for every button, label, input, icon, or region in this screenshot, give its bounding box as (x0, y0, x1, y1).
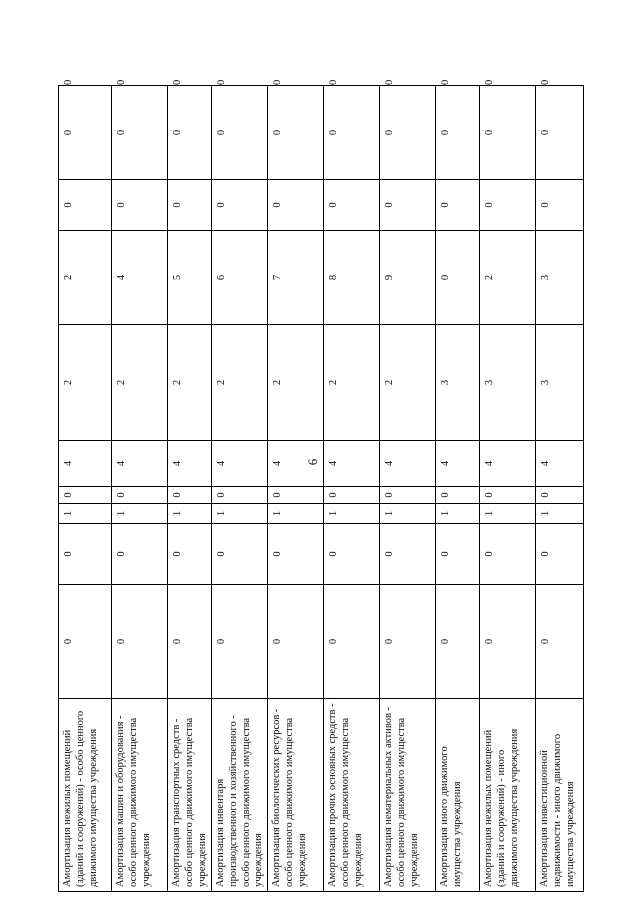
code-cell-2: 0 (112, 524, 168, 585)
code-cell-8: 0 (112, 180, 168, 231)
code-cell-4: 0 (59, 487, 112, 504)
code-cell-9: 0 (268, 86, 324, 180)
rotated-table-container (58, 79, 583, 892)
code-cell-7: 2 (480, 231, 536, 325)
code-cell-5: 4 (268, 441, 324, 487)
code-cell-7: 5 (168, 231, 212, 325)
code-cell-8: 0 (168, 180, 212, 231)
code-cell-5: 4 (380, 441, 436, 487)
code-cell-8: 0 (380, 180, 436, 231)
code-cell-6: 2 (59, 325, 112, 441)
code-cell-7: 4 (112, 231, 168, 325)
code-cell-6: 2 (112, 325, 168, 441)
code-cell-7: 8 (324, 231, 380, 325)
table-row: Амортизация иного движимого имущества учреждения 0 0 1 0 4 3 0 0 0 0 (436, 86, 480, 892)
code-cell-9: 0 (212, 86, 268, 180)
code-cell-6: 3 (480, 325, 536, 441)
code-cell-2: 0 (536, 524, 584, 585)
code-cell-2: 0 (268, 524, 324, 585)
code-cell-9: 0 (168, 86, 212, 180)
code-cell-4: 0 (324, 487, 380, 504)
code-cell-7: 9 (380, 231, 436, 325)
account-name-cell: Амортизация инвентаря производственного и хозяйственного - особо ценного движимого имущества учреждения (212, 699, 268, 892)
account-name-cell: Амортизация машин и оборудования - особо ценного движимого имущества учреждения (112, 699, 168, 892)
account-name-cell: Амортизация нематериальных активов - особо ценного движимого имущества учреждения (380, 699, 436, 892)
table-row: Амортизация биологических ресурсов - особо ценного движимого имущества учреждения 0 0 1 0 4 2 7 0 0 0 (268, 86, 324, 892)
code-cell-7: 2 (59, 231, 112, 325)
code-cell-3: 1 (59, 504, 112, 524)
code-cell-2: 0 (59, 524, 112, 585)
code-cell-3: 1 (168, 504, 212, 524)
code-cell-7: 0 (436, 231, 480, 325)
code-cell-7: 3 (536, 231, 584, 325)
code-cell-6: 2 (212, 325, 268, 441)
code-cell-2: 0 (212, 524, 268, 585)
table-row: Амортизация нежилых помещений (зданий и сооружений) - особо ценного движимого имущества учреждения 0 0 1 0 4 2 2 0 0 0 (59, 86, 112, 892)
code-cell-3: 1 (212, 504, 268, 524)
code-cell-2: 0 (168, 524, 212, 585)
code-cell-1: 0 (268, 585, 324, 699)
code-cell-8: 0 (480, 180, 536, 231)
code-cell-4: 0 (268, 487, 324, 504)
code-cell-9: 0 (380, 86, 436, 180)
code-cell-9: 0 (59, 86, 112, 180)
code-cell-6: 3 (436, 325, 480, 441)
code-cell-6: 2 (380, 325, 436, 441)
table-row: Амортизация машин и оборудования - особо ценного движимого имущества учреждения 0 0 1 0 4 2 4 0 0 0 (112, 86, 168, 892)
table-row: Амортизация нежилых помещений (зданий и сооружений) - иного движимого имущества учреждения 0 0 1 0 4 3 2 0 0 0 (480, 86, 536, 892)
account-name-cell: Амортизация прочих основных средств - особо ценного движимого имущества учреждения (324, 699, 380, 892)
code-cell-1: 0 (168, 585, 212, 699)
code-cell-4: 0 (536, 487, 584, 504)
code-cell-4: 0 (480, 487, 536, 504)
code-cell-4: 0 (380, 487, 436, 504)
code-cell-8: 0 (436, 180, 480, 231)
code-cell-8: 0 (59, 180, 112, 231)
page-number: 6 (305, 458, 320, 466)
code-cell-5: 4 (112, 441, 168, 487)
code-cell-5: 4 (480, 441, 536, 487)
code-cell-9: 0 (112, 86, 168, 180)
code-cell-1: 0 (480, 585, 536, 699)
code-cell-1: 0 (536, 585, 584, 699)
code-cell-9: 0 (324, 86, 380, 180)
table-body (59, 79, 584, 892)
account-name-cell: Амортизация иного движимого имущества учреждения (436, 699, 480, 892)
code-cell-5: 4 (324, 441, 380, 487)
table-row: Амортизация транспортных средств - особо ценного движимого имущества учреждения 0 0 1 0 4 2 5 0 0 0 (168, 86, 212, 892)
code-cell-8: 0 (536, 180, 584, 231)
account-name-cell: Амортизация нежилых помещений (зданий и сооружений) - особо ценного движимого имущества учреждения (59, 699, 112, 892)
table-row: Амортизация прочих основных средств - особо ценного движимого имущества учреждения 0 0 1 0 4 2 8 0 0 0 (324, 86, 380, 892)
code-cell-1: 0 (324, 585, 380, 699)
account-name-cell: Амортизация инвестиционной недвижимости - иного движимого имущества учреждения (536, 699, 584, 892)
account-name-cell: Амортизация биологических ресурсов - особо ценного движимого имущества учреждения (268, 699, 324, 892)
code-cell-3: 1 (268, 504, 324, 524)
account-name-cell: Амортизация нежилых помещений (зданий и сооружений) - иного движимого имущества учреждения (480, 699, 536, 892)
code-cell-6: 2 (168, 325, 212, 441)
code-cell-1: 0 (380, 585, 436, 699)
code-cell-1: 0 (436, 585, 480, 699)
account-name-cell: Амортизация транспортных средств - особо ценного движимого имущества учреждения (168, 699, 212, 892)
code-cell-8: 0 (268, 180, 324, 231)
code-cell-6: 2 (324, 325, 380, 441)
code-cell-8: 0 (212, 180, 268, 231)
code-cell-1: 0 (212, 585, 268, 699)
code-cell-7: 6 (212, 231, 268, 325)
code-cell-5: 4 (536, 441, 584, 487)
code-cell-3: 1 (112, 504, 168, 524)
code-cell-2: 0 (324, 524, 380, 585)
code-cell-9: 0 (436, 86, 480, 180)
code-cell-4: 0 (436, 487, 480, 504)
code-cell-9: 0 (480, 86, 536, 180)
code-cell-6: 3 (536, 325, 584, 441)
code-cell-3: 1 (480, 504, 536, 524)
table-row: Амортизация инвентаря производственного и хозяйственного - особо ценного движимого имущества учреждения 0 0 1 0 4 2 6 0 0 0 (212, 86, 268, 892)
code-cell-4: 0 (112, 487, 168, 504)
code-cell-9: 0 (536, 86, 584, 180)
code-cell-1: 0 (59, 585, 112, 699)
code-cell-5: 4 (212, 441, 268, 487)
code-cell-3: 1 (536, 504, 584, 524)
table-row: Амортизация нематериальных активов - особо ценного движимого имущества учреждения 0 0 1 0 4 2 9 0 0 0 (380, 86, 436, 892)
code-cell-7: 7 (268, 231, 324, 325)
code-cell-5: 4 (59, 441, 112, 487)
code-cell-4: 0 (212, 487, 268, 504)
code-cell-3: 1 (324, 504, 380, 524)
amortization-table (58, 79, 584, 892)
code-cell-6: 2 (268, 325, 324, 441)
code-cell-2: 0 (380, 524, 436, 585)
code-cell-2: 0 (480, 524, 536, 585)
code-cell-2: 0 (436, 524, 480, 585)
code-cell-8: 0 (324, 180, 380, 231)
code-cell-5: 4 (436, 441, 480, 487)
code-cell-3: 1 (436, 504, 480, 524)
code-cell-1: 0 (112, 585, 168, 699)
table-row: Амортизация инвестиционной недвижимости - иного движимого имущества учреждения 0 0 1 0 4 3 3 0 0 0 (536, 86, 584, 892)
code-cell-4: 0 (168, 487, 212, 504)
code-cell-3: 1 (380, 504, 436, 524)
code-cell-5: 4 (168, 441, 212, 487)
